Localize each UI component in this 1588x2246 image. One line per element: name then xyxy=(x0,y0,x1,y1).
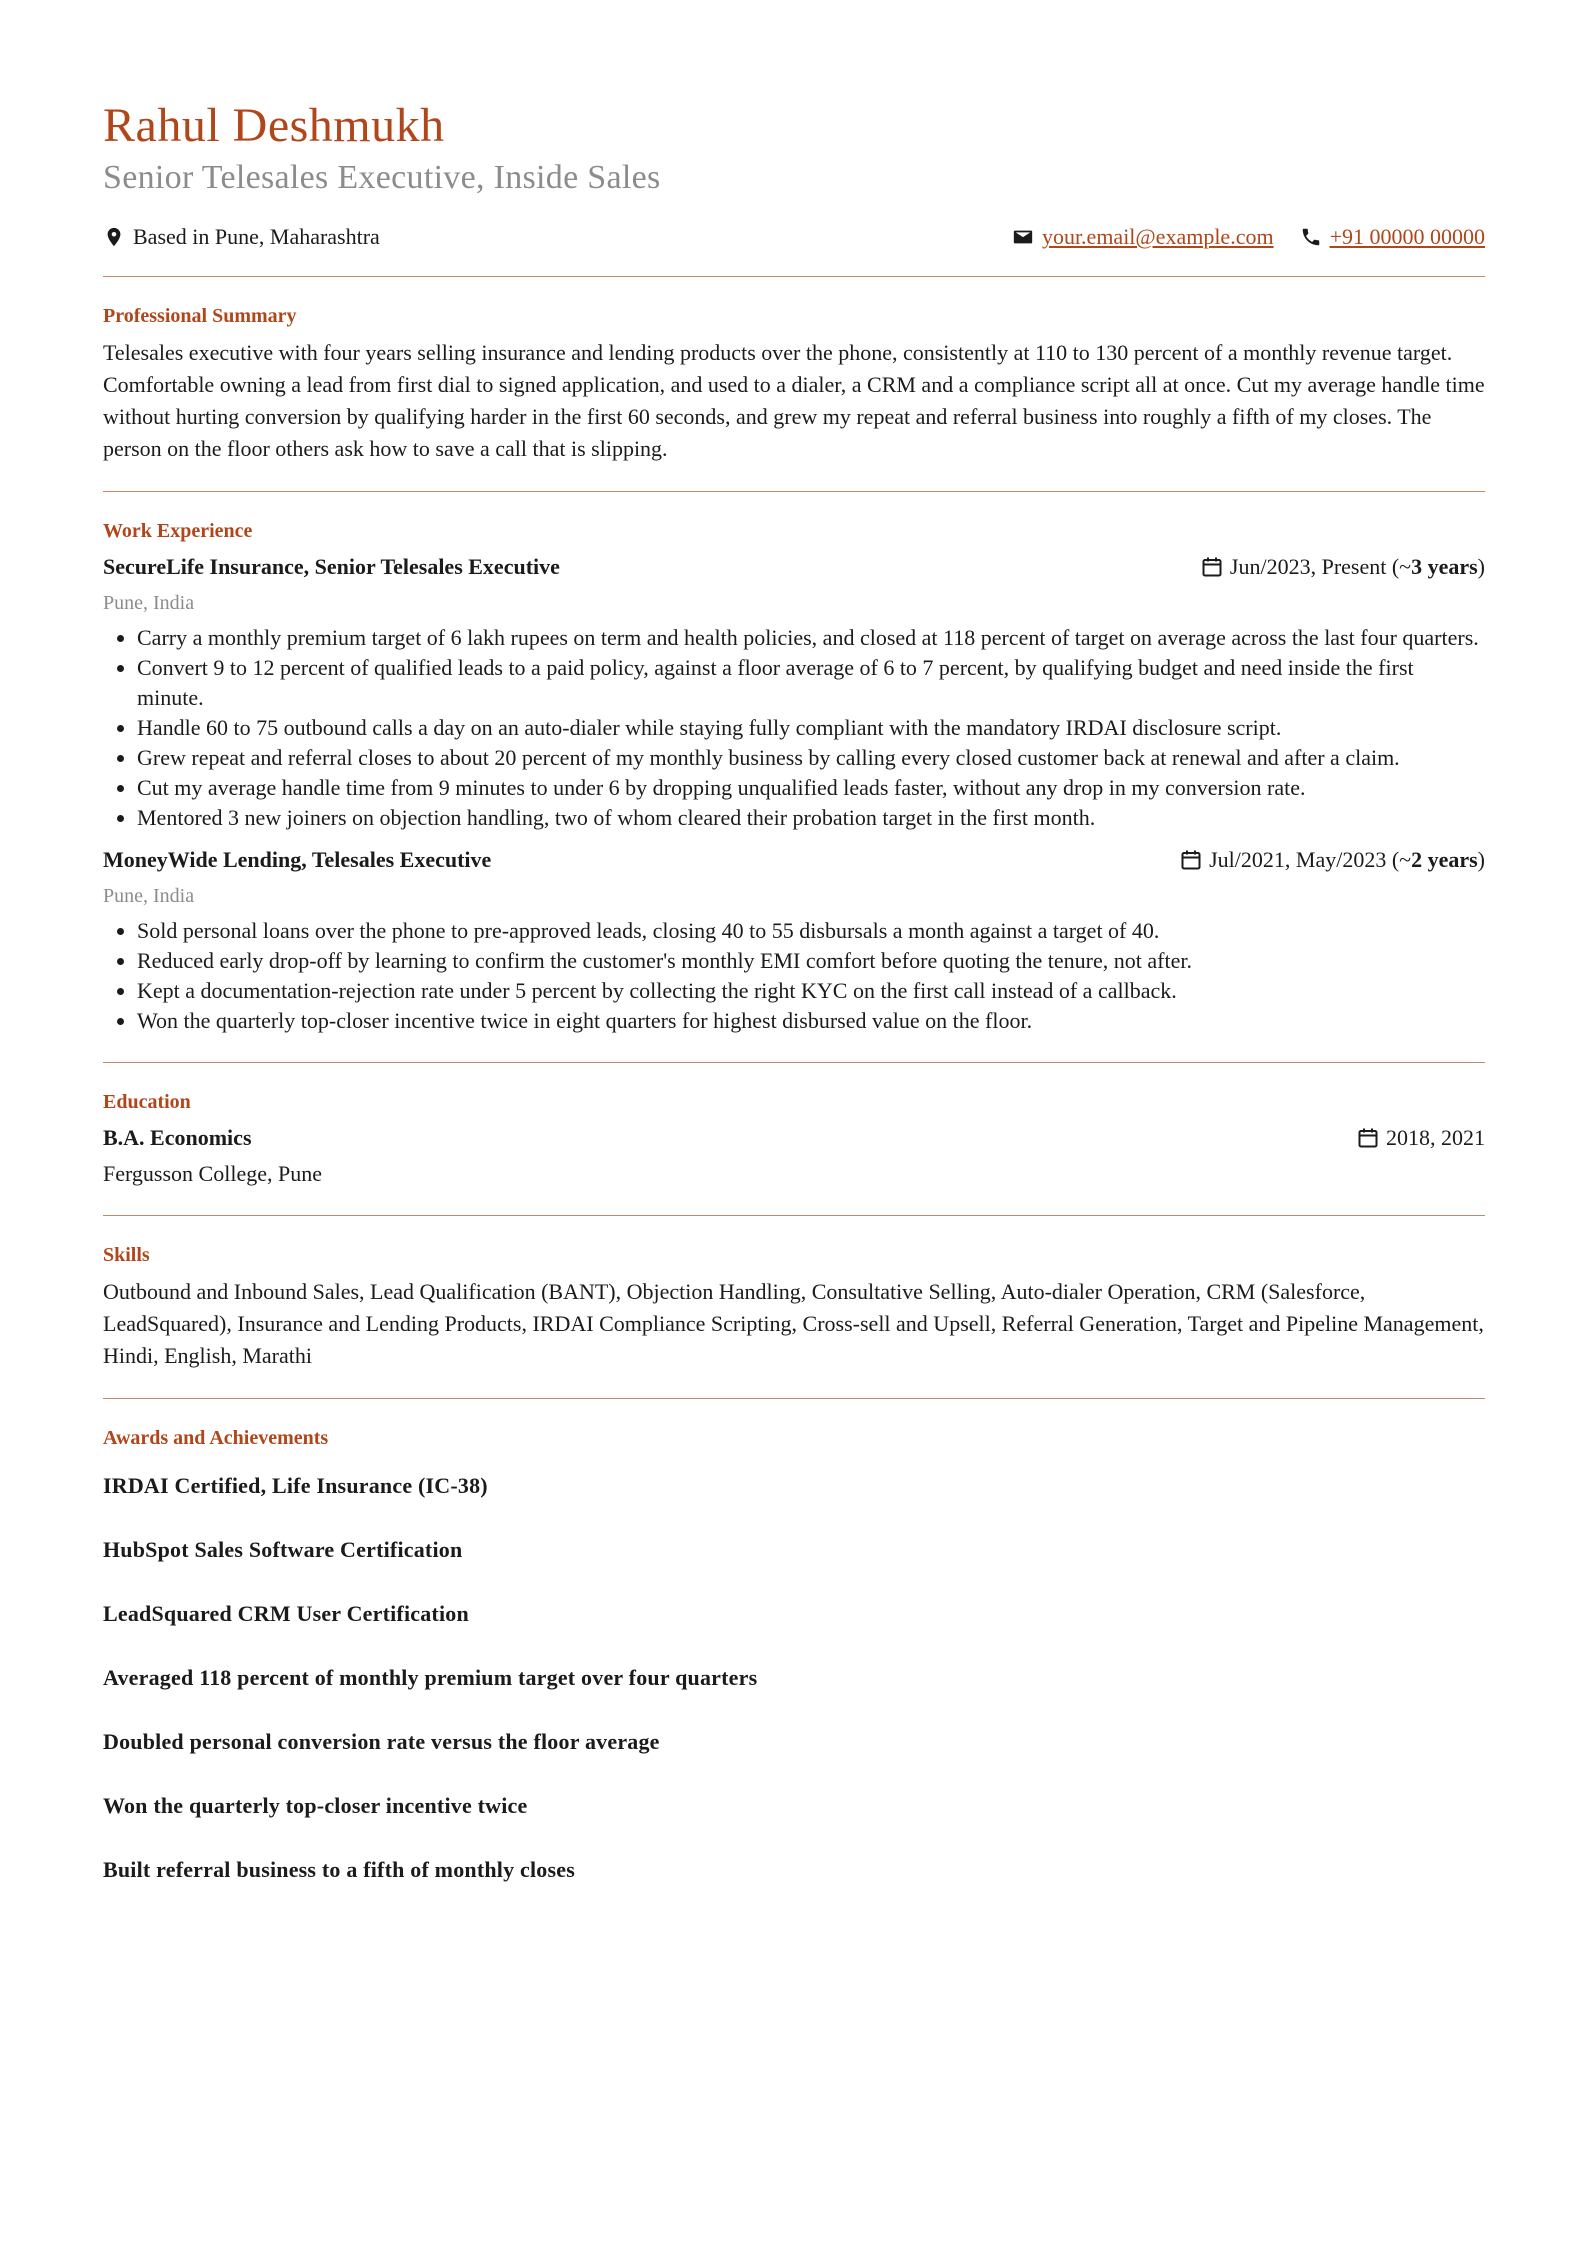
job-company: SecureLife Insurance xyxy=(103,554,304,579)
job-dates: Jul/2021, May/2023 (~ 2 years ) xyxy=(1179,845,1485,875)
education-header xyxy=(103,1123,1485,1153)
job-header xyxy=(103,845,1485,875)
list-item: • Convert 9 to 12 percent of qualified leads to a paid policy, against a floor average of 6 to 7 percent, by qualifying budget and need inside the first minute. xyxy=(137,653,1485,713)
experience-heading: Work Experience xyxy=(103,520,253,542)
email-link[interactable]: your.email@example.com xyxy=(1041,224,1274,249)
phone-link[interactable]: +91 00000 00000 xyxy=(1329,224,1485,249)
experience-section xyxy=(103,492,1485,1062)
job-role: Senior Telesales Executive xyxy=(314,554,560,579)
list-item: • Won the quarterly top-closer incentive twice in eight quarters for highest disbursed value on the floor. xyxy=(137,1006,1485,1036)
calendar-icon xyxy=(1356,1126,1380,1150)
award-item: Built referral business to a fifth of monthly closes xyxy=(103,1857,575,1882)
job-duration: 3 years xyxy=(1411,554,1478,579)
education-degree: B.A. Economics xyxy=(103,1125,252,1150)
summary-section xyxy=(103,277,1485,491)
job-location: Pune, India xyxy=(103,885,195,907)
award-item: Won the quarterly top-closer incentive twice xyxy=(103,1793,528,1818)
list-item: • Kept a documentation-rejection rate under 5 percent by collecting the right KYC on the first call instead of a callback. xyxy=(137,976,1485,1006)
education-dates xyxy=(1356,1123,1485,1153)
job-title-line: MoneyWide Lending, Telesales Executive xyxy=(103,847,492,872)
candidate-headline: Senior Telesales Executive, Inside Sales xyxy=(103,159,661,196)
list-item: • Cut my average handle time from 9 minutes to under 6 by dropping unqualified leads faster, without any drop in my conversion rate. xyxy=(137,773,1485,803)
job-entry xyxy=(103,845,1485,1036)
envelope-icon xyxy=(1012,226,1034,248)
list-item: • Carry a monthly premium target of 6 lakh rupees on term and health policies, and closed at 118 percent of target on average across the last four quarters. xyxy=(137,623,1485,653)
summary-heading: Professional Summary xyxy=(103,305,297,327)
awards-heading: Awards and Achievements xyxy=(103,1427,329,1449)
awards-list xyxy=(103,1471,1485,1885)
education-heading: Education xyxy=(103,1091,191,1113)
skills-section xyxy=(103,1216,1485,1398)
location-block xyxy=(103,222,380,252)
job-date-range: Jun/2023, Present (~ xyxy=(1229,554,1412,579)
awards-section xyxy=(103,1399,1485,1911)
list-item: • Handle 60 to 75 outbound calls a day on an auto-dialer while staying fully compliant with the mandatory IRDAI disclosure script. xyxy=(137,713,1485,743)
calendar-icon xyxy=(1200,555,1224,579)
award-item: LeadSquared CRM User Certification xyxy=(103,1601,469,1626)
education-school: Fergusson College, Pune xyxy=(103,1161,322,1186)
candidate-name: Rahul Deshmukh xyxy=(103,99,445,152)
job-dates: Jun/2023, Present (~ 3 years ) xyxy=(1200,552,1485,582)
job-company: MoneyWide Lending xyxy=(103,847,302,872)
list-item: • Mentored 3 new joiners on objection handling, two of whom cleared their probation target in the first month. xyxy=(137,803,1485,833)
education-section xyxy=(103,1063,1485,1215)
contact-row xyxy=(103,222,1485,252)
skills-heading: Skills xyxy=(103,1244,150,1266)
award-item: IRDAI Certified, Life Insurance (IC-38) xyxy=(103,1473,488,1498)
award-item: Doubled personal conversion rate versus the floor average xyxy=(103,1729,660,1754)
phone-icon xyxy=(1300,226,1322,248)
list-item: • Grew repeat and referral closes to about 20 percent of my monthly business by calling every closed customer back at renewal and after a claim. xyxy=(137,743,1485,773)
list-item: • Sold personal loans over the phone to pre-approved leads, closing 40 to 55 disbursals a month against a target of 40. xyxy=(137,916,1485,946)
list-item: • Reduced early drop-off by learning to confirm the customer's monthly EMI comfort before quoting the tenure, not after. xyxy=(137,946,1485,976)
job-role: Telesales Executive xyxy=(311,847,492,872)
job-entry xyxy=(103,552,1485,833)
contact-links xyxy=(1012,222,1485,252)
job-date-range: Jul/2021, May/2023 (~ xyxy=(1209,847,1412,872)
education-date-range: 2018, 2021 xyxy=(1386,1125,1485,1150)
skills-text: Outbound and Inbound Sales, Lead Qualification (BANT), Objection Handling, Consultative Selling, Auto-dialer Operation, CRM (Salesforce, LeadSquared), Insurance and Lending Products, IRDAI Compliance Scripting, Cross-sell and Upsell, Referral Generation, Target and Pipeline Management, Hindi, English, Marathi xyxy=(103,1279,1484,1368)
job-bullets xyxy=(103,623,1485,833)
job-header xyxy=(103,552,1485,582)
calendar-icon xyxy=(1179,848,1203,872)
location-text: Based in Pune, Maharashtra xyxy=(133,224,380,249)
job-bullets xyxy=(103,916,1485,1036)
summary-text: Telesales executive with four years selling insurance and lending products over the phone, consistently at 110 to 130 percent of a monthly revenue target. Comfortable owning a lead from first dial to signed application, and used to a dialer, a CRM and a compliance script all at once. Cut my average handle time without hurting conversion by qualifying harder in the first 60 seconds, and grew my repeat and referral business into roughly a fifth of my closes. The person on the floor others ask how to save a call that is slipping. xyxy=(103,340,1485,461)
award-item: Averaged 118 percent of monthly premium target over four quarters xyxy=(103,1665,758,1690)
job-title-line: SecureLife Insurance, Senior Telesales Executive xyxy=(103,554,560,579)
award-item: HubSpot Sales Software Certification xyxy=(103,1537,463,1562)
email-item xyxy=(1012,222,1274,252)
phone-item xyxy=(1300,222,1485,252)
job-duration: 2 years xyxy=(1411,847,1478,872)
job-location: Pune, India xyxy=(103,592,195,614)
map-pin-icon xyxy=(103,226,125,248)
